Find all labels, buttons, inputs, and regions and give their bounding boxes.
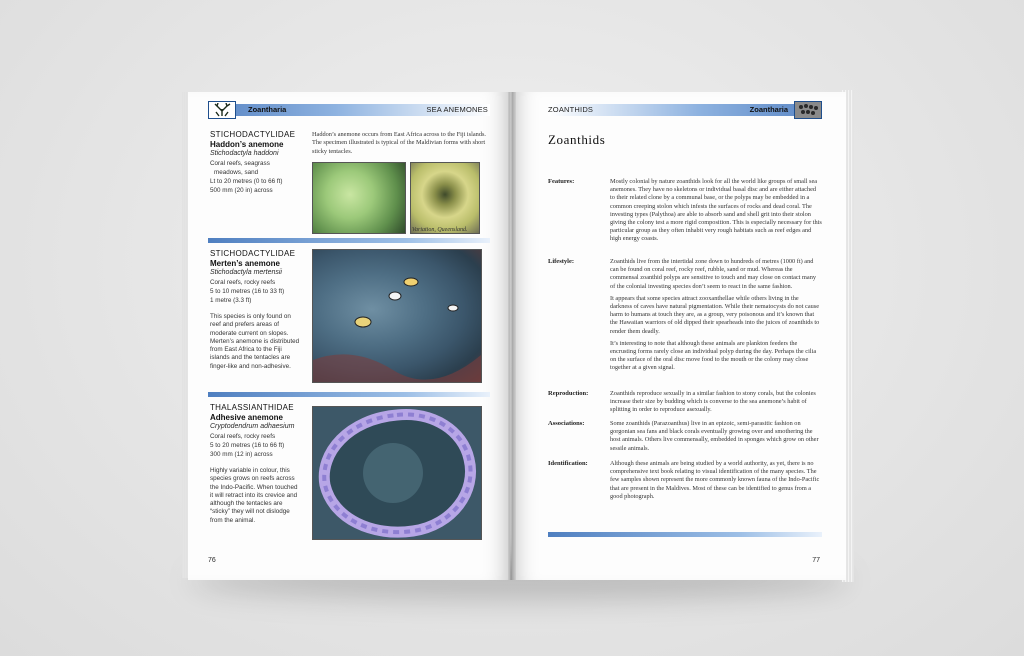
section-heading: Lifestyle: bbox=[548, 258, 574, 265]
photo-caption: Variation, Queensland. bbox=[412, 227, 468, 233]
section-divider bbox=[548, 532, 822, 537]
section-associations bbox=[548, 420, 822, 457]
species-entry-haddon bbox=[210, 130, 318, 195]
haddon-variation-photo bbox=[410, 162, 480, 234]
species-common-name: Haddon’s anemone bbox=[210, 140, 284, 149]
section-features bbox=[548, 178, 822, 248]
zoanthid-icon bbox=[794, 101, 822, 119]
coral-icon bbox=[208, 101, 236, 119]
adhesive-anemone-photo bbox=[312, 406, 482, 540]
section-divider bbox=[208, 238, 490, 243]
section-heading: Reproduction: bbox=[548, 390, 589, 397]
species-depth: Lt to 20 metres (0 to 66 ft) bbox=[210, 178, 283, 185]
section-paragraph: Zoanthids live from the intertidal zone down to hundreds of metres (1000 ft) and can be found on coral reef, rocky reef, rubble, sand or mud. Whereas the commensal zoanthid polyps are sensitive to touch and may close on contact many of the colonial investing species don’t seem to react in the same fashion. bbox=[610, 258, 816, 290]
species-habitat: meadows, sand bbox=[214, 169, 259, 176]
species-scientific-name: Cryptodendrum adhaesium bbox=[210, 423, 295, 430]
haddon-anemone-photo bbox=[312, 162, 406, 234]
page-title: Zoanthids bbox=[548, 132, 606, 147]
species-scientific-name: Stichodactyla mertensii bbox=[210, 269, 282, 276]
species-scientific-name: Stichodactyla haddoni bbox=[210, 150, 279, 157]
section-paragraph: Zoanthids reproduce sexually in a similar fashion to stony corals, but the colonies increase their size by budding which is converse to the sea anemone’s habit of splitting in order to reproduce asexually. bbox=[610, 390, 816, 414]
section-paragraph: Mostly colonial by nature zoanthids look for all the world like groups of small sea anemones. They have no skeletons or individual basal disc and are either attached to their related clone by a communal base, or the polyps may be embedded in a common creeping stolon which infests the surfaces of rocks and dead coral. The investing types (Palythoa) are able to absorb sand and shell grit into their stolon giving the colony test a more rigid composition. This is especially necessary for this particular group as they often inhabit very rough habitats such as reef edges and high energy coasts. bbox=[610, 178, 822, 243]
section-identification bbox=[548, 460, 822, 505]
species-habitat: Coral reefs, rocky reefs bbox=[210, 433, 276, 440]
section-divider bbox=[208, 392, 490, 397]
header-caption: ZOANTHIDS bbox=[548, 105, 594, 114]
header-label: Zoantharia bbox=[749, 105, 788, 114]
book-gutter bbox=[508, 92, 516, 580]
species-depth: 5 to 10 metres (16 to 33 ft) bbox=[210, 288, 285, 295]
header-caption: SEA ANEMONES bbox=[426, 105, 488, 114]
page-number: 77 bbox=[812, 557, 820, 564]
species-entry-merten bbox=[210, 249, 318, 371]
species-family: THALASSIANTHIDAE bbox=[210, 403, 294, 412]
species-description: Haddon’s anemone occurs from East Africa across to the Fiji islands. The specimen illustrated is typical of the Maldivian forms with short sticky tentacles. bbox=[312, 131, 486, 155]
header-label: Zoantharia bbox=[248, 105, 287, 114]
species-entry-adhesive bbox=[210, 403, 318, 525]
species-description: Highly variable in colour, this species grows on reefs across the Indo-Pacific. When touched it will retract into its crevice and although the tentacles are “sticky” they will not dislodge from the animal. bbox=[210, 467, 298, 524]
section-heading: Associations: bbox=[548, 420, 585, 427]
section-heading: Features: bbox=[548, 178, 575, 185]
right-running-header bbox=[548, 104, 822, 116]
species-size: 300 mm (12 in) across bbox=[210, 451, 273, 458]
species-description: This species is only found on reef and prefers areas of moderate current on slopes. Merten’s anemone is distributed from East Africa to the Fiji islands and the tentacles are finger-like and non-adhesive. bbox=[210, 313, 300, 370]
right-page bbox=[512, 92, 846, 580]
left-page bbox=[188, 92, 510, 580]
section-heading: Identification: bbox=[548, 460, 588, 467]
left-running-header bbox=[208, 104, 490, 116]
merten-anemone-photo bbox=[312, 249, 482, 383]
page-number: 76 bbox=[208, 557, 216, 564]
species-size: 1 metre (3.3 ft) bbox=[210, 297, 252, 304]
species-habitat: Coral reefs, seagrass bbox=[210, 160, 270, 167]
section-paragraph: Some zoanthids (Parazoanthus) live in an epizoic, semi-parasitic fashion on gorgonian sea fans and black corals eventually growing over and smothering the host animals. Others live commensally, embedded in sponges which grow on other sessile animals. bbox=[610, 420, 819, 452]
section-reproduction bbox=[548, 390, 822, 419]
section-paragraph: It’s interesting to note that although these animals are plankton feeders the encrusting forms rarely close an individual polyp during the day. Perhaps the cilia on the surface of the oral disc move food to the mouth or the colony may close together at a given signal. bbox=[610, 339, 817, 372]
species-family: STICHODACTYLIDAE bbox=[210, 130, 296, 139]
section-lifestyle bbox=[548, 258, 822, 377]
species-common-name: Merten’s anemone bbox=[210, 259, 280, 268]
species-habitat: Coral reefs, rocky reefs bbox=[210, 279, 276, 286]
species-common-name: Adhesive anemone bbox=[210, 413, 283, 422]
species-depth: 5 to 20 metres (16 to 66 ft) bbox=[210, 442, 285, 449]
species-family: STICHODACTYLIDAE bbox=[210, 249, 296, 258]
section-paragraph: Although these animals are being studied by a world authority, as yet, there is no comprehensive text book relating to visual identification of the many species. The few samples shown represent the more commonly known fauna of the Indo-Pacific that are present in the Maldives. Most of these can be identified to genus from a good photograph. bbox=[610, 460, 820, 500]
species-size: 500 mm (20 in) across bbox=[210, 187, 273, 194]
section-paragraph: It appears that some species attract zooxanthellae while others living in the darkness of caves have natural pigmentation. While their nematocysts do not cause harm to humans at touch they are, as a group, very poisonous and it’s known that the Hawaiian warriors of old dipped their spearheads into the juices of zoanthids to render them deadly. bbox=[610, 294, 820, 335]
